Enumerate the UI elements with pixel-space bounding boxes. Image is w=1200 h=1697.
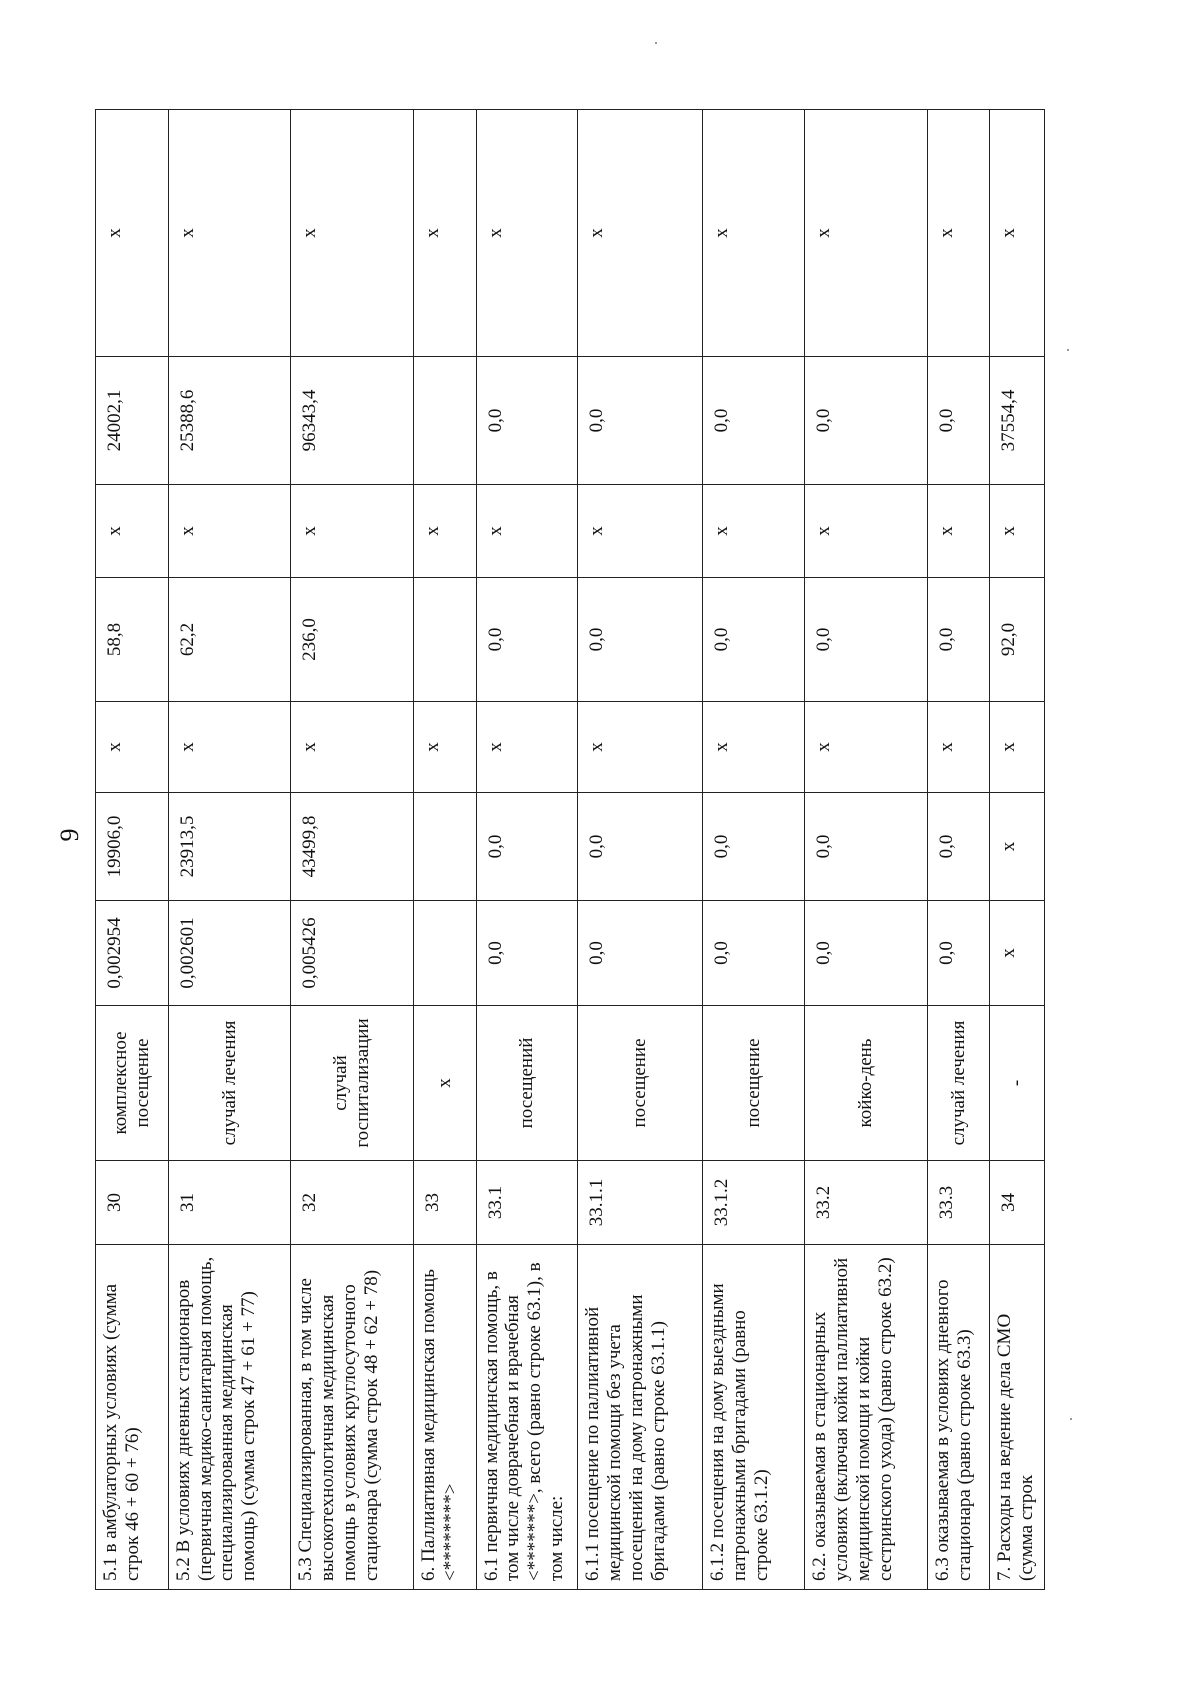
rotated-table-container bbox=[95, 110, 1045, 1590]
share-cell: х bbox=[168, 110, 291, 357]
col6-cell: х bbox=[927, 702, 989, 793]
volume-cell: 0,005426 bbox=[291, 901, 414, 1006]
row-name-cell: 5.1 в амбулаторных условиях (сумма строк 46 + 60 + 76) bbox=[96, 1245, 169, 1590]
cost-per-unit-cell: 0,0 bbox=[476, 793, 578, 901]
cost-per-unit-cell bbox=[414, 793, 476, 901]
col8-cell: х bbox=[805, 485, 928, 578]
unit-cell: койко-день bbox=[805, 1006, 928, 1161]
col8-cell: х bbox=[578, 485, 703, 578]
cost-per-unit-cell: 0,0 bbox=[703, 793, 805, 901]
unit-cell: случай лечения bbox=[927, 1006, 989, 1161]
cost-per-unit-cell: 23913,5 bbox=[168, 793, 291, 901]
col6-cell: х bbox=[805, 702, 928, 793]
row-name-cell: 7. Расходы на ведение дела СМО (сумма строк bbox=[990, 1245, 1045, 1590]
col8-cell: х bbox=[703, 485, 805, 578]
table-row bbox=[805, 110, 928, 1590]
volume-cell: 0,002954 bbox=[96, 901, 169, 1006]
page-number: 9 bbox=[55, 828, 84, 842]
col6-cell: х bbox=[414, 702, 476, 793]
cost-per-unit-cell: 19906,0 bbox=[96, 793, 169, 901]
col8-cell: х bbox=[168, 485, 291, 578]
table-row bbox=[578, 110, 703, 1590]
share-cell: х bbox=[414, 110, 476, 357]
line-number-cell: 33.3 bbox=[927, 1161, 989, 1245]
line-number-cell: 31 bbox=[168, 1161, 291, 1245]
per-capita-cell: 92,0 bbox=[990, 578, 1045, 702]
total-cell: 37554,4 bbox=[990, 357, 1045, 485]
col8-cell: х bbox=[927, 485, 989, 578]
col8-cell: х bbox=[476, 485, 578, 578]
per-capita-cell: 58,8 bbox=[96, 578, 169, 702]
total-cell: 0,0 bbox=[927, 357, 989, 485]
share-cell: х bbox=[927, 110, 989, 357]
scan-speck bbox=[655, 42, 657, 44]
unit-cell: посещений bbox=[476, 1006, 578, 1161]
line-number-cell: 33.1.1 bbox=[578, 1161, 703, 1245]
unit-cell: х bbox=[414, 1006, 476, 1161]
table-row bbox=[990, 110, 1045, 1590]
per-capita-cell: 62,2 bbox=[168, 578, 291, 702]
per-capita-cell: 0,0 bbox=[578, 578, 703, 702]
total-cell bbox=[414, 357, 476, 485]
col6-cell: х bbox=[578, 702, 703, 793]
volume-cell: 0,0 bbox=[805, 901, 928, 1006]
unit-cell: случай госпитализации bbox=[291, 1006, 414, 1161]
table-row bbox=[476, 110, 578, 1590]
volume-cell: 0,0 bbox=[476, 901, 578, 1006]
row-name-cell: 5.3 Специализированная, в том числе высокотехнологичная медицинская помощь в условиях круглосуточного стационара (сумма строк 48 + 62 + 78) bbox=[291, 1245, 414, 1590]
volume-cell: 0,0 bbox=[578, 901, 703, 1006]
per-capita-cell: 0,0 bbox=[703, 578, 805, 702]
per-capita-cell: 0,0 bbox=[805, 578, 928, 702]
line-number-cell: 33.1.2 bbox=[703, 1161, 805, 1245]
share-cell: х bbox=[476, 110, 578, 357]
volume-cell: 0,0 bbox=[927, 901, 989, 1006]
per-capita-cell: 0,0 bbox=[476, 578, 578, 702]
scan-speck bbox=[1070, 1418, 1072, 1420]
row-name-cell: 5.2 В условиях дневных стационаров (первичная медико-санитарная помощь, специализированная медицинская помощь) (сумма строк 47 + 61 + 77) bbox=[168, 1245, 291, 1590]
total-cell: 0,0 bbox=[703, 357, 805, 485]
total-cell: 0,0 bbox=[476, 357, 578, 485]
table-row bbox=[927, 110, 989, 1590]
cost-per-unit-cell: 0,0 bbox=[578, 793, 703, 901]
line-number-cell: 34 bbox=[990, 1161, 1045, 1245]
volume-cell bbox=[414, 901, 476, 1006]
share-cell: х bbox=[805, 110, 928, 357]
col8-cell: х bbox=[990, 485, 1045, 578]
unit-cell: посещение bbox=[578, 1006, 703, 1161]
cost-per-unit-cell: 0,0 bbox=[927, 793, 989, 901]
col8-cell: х bbox=[96, 485, 169, 578]
col6-cell: х bbox=[291, 702, 414, 793]
share-cell: х bbox=[990, 110, 1045, 357]
row-name-cell: 6.1 первичная медицинская помощь, в том числе доврачебная и врачебная <*******>, всего (равно строке 63.1), в том числе: bbox=[476, 1245, 578, 1590]
col6-cell: х bbox=[96, 702, 169, 793]
volume-cell: 0,0 bbox=[703, 901, 805, 1006]
cost-per-unit-cell: 43499,8 bbox=[291, 793, 414, 901]
table-row bbox=[168, 110, 291, 1590]
table-row bbox=[96, 110, 169, 1590]
total-cell: 0,0 bbox=[805, 357, 928, 485]
unit-cell: посещение bbox=[703, 1006, 805, 1161]
cost-per-unit-cell: х bbox=[990, 793, 1045, 901]
per-capita-cell: 236,0 bbox=[291, 578, 414, 702]
share-cell: х bbox=[291, 110, 414, 357]
row-name-cell: 6.3 оказываемая в условиях дневного стационара (равно строке 63.3) bbox=[927, 1245, 989, 1590]
per-capita-cell: 0,0 bbox=[927, 578, 989, 702]
share-cell: х bbox=[703, 110, 805, 357]
row-name-cell: 6.1.1 посещение по паллиативной медицинской помощи без учета посещений на дому патронажными бригадами (равно строке 63.1.1) bbox=[578, 1245, 703, 1590]
row-name-cell: 6. Паллиативная медицинская помощь <********> bbox=[414, 1245, 476, 1590]
line-number-cell: 33 bbox=[414, 1161, 476, 1245]
total-cell: 0,0 bbox=[578, 357, 703, 485]
col6-cell: х bbox=[990, 702, 1045, 793]
line-number-cell: 33.2 bbox=[805, 1161, 928, 1245]
table-row bbox=[703, 110, 805, 1590]
col8-cell: х bbox=[414, 485, 476, 578]
row-name-cell: 6.2. оказываемая в стационарных условиях (включая койки паллиативной медицинской помощи и койки сестринского ухода) (равно строке 63.2) bbox=[805, 1245, 928, 1590]
col6-cell: х bbox=[476, 702, 578, 793]
table-row bbox=[414, 110, 476, 1590]
col6-cell: х bbox=[168, 702, 291, 793]
volume-cell: х bbox=[990, 901, 1045, 1006]
scan-speck bbox=[1067, 349, 1069, 351]
total-cell: 25388,6 bbox=[168, 357, 291, 485]
share-cell: х bbox=[578, 110, 703, 357]
row-name-cell: 6.1.2 посещения на дому выездными патронажными бригадами (равно строке 63.1.2) bbox=[703, 1245, 805, 1590]
unit-cell: комплексное посещение bbox=[96, 1006, 169, 1161]
share-cell: х bbox=[96, 110, 169, 357]
line-number-cell: 33.1 bbox=[476, 1161, 578, 1245]
unit-cell: случай лечения bbox=[168, 1006, 291, 1161]
cost-per-unit-cell: 0,0 bbox=[805, 793, 928, 901]
financing-table bbox=[95, 109, 1045, 1590]
unit-cell: - bbox=[990, 1006, 1045, 1161]
col6-cell: х bbox=[703, 702, 805, 793]
table-row bbox=[291, 110, 414, 1590]
volume-cell: 0,002601 bbox=[168, 901, 291, 1006]
total-cell: 96343,4 bbox=[291, 357, 414, 485]
total-cell: 24002,1 bbox=[96, 357, 169, 485]
line-number-cell: 32 bbox=[291, 1161, 414, 1245]
line-number-cell: 30 bbox=[96, 1161, 169, 1245]
col8-cell: х bbox=[291, 485, 414, 578]
per-capita-cell bbox=[414, 578, 476, 702]
